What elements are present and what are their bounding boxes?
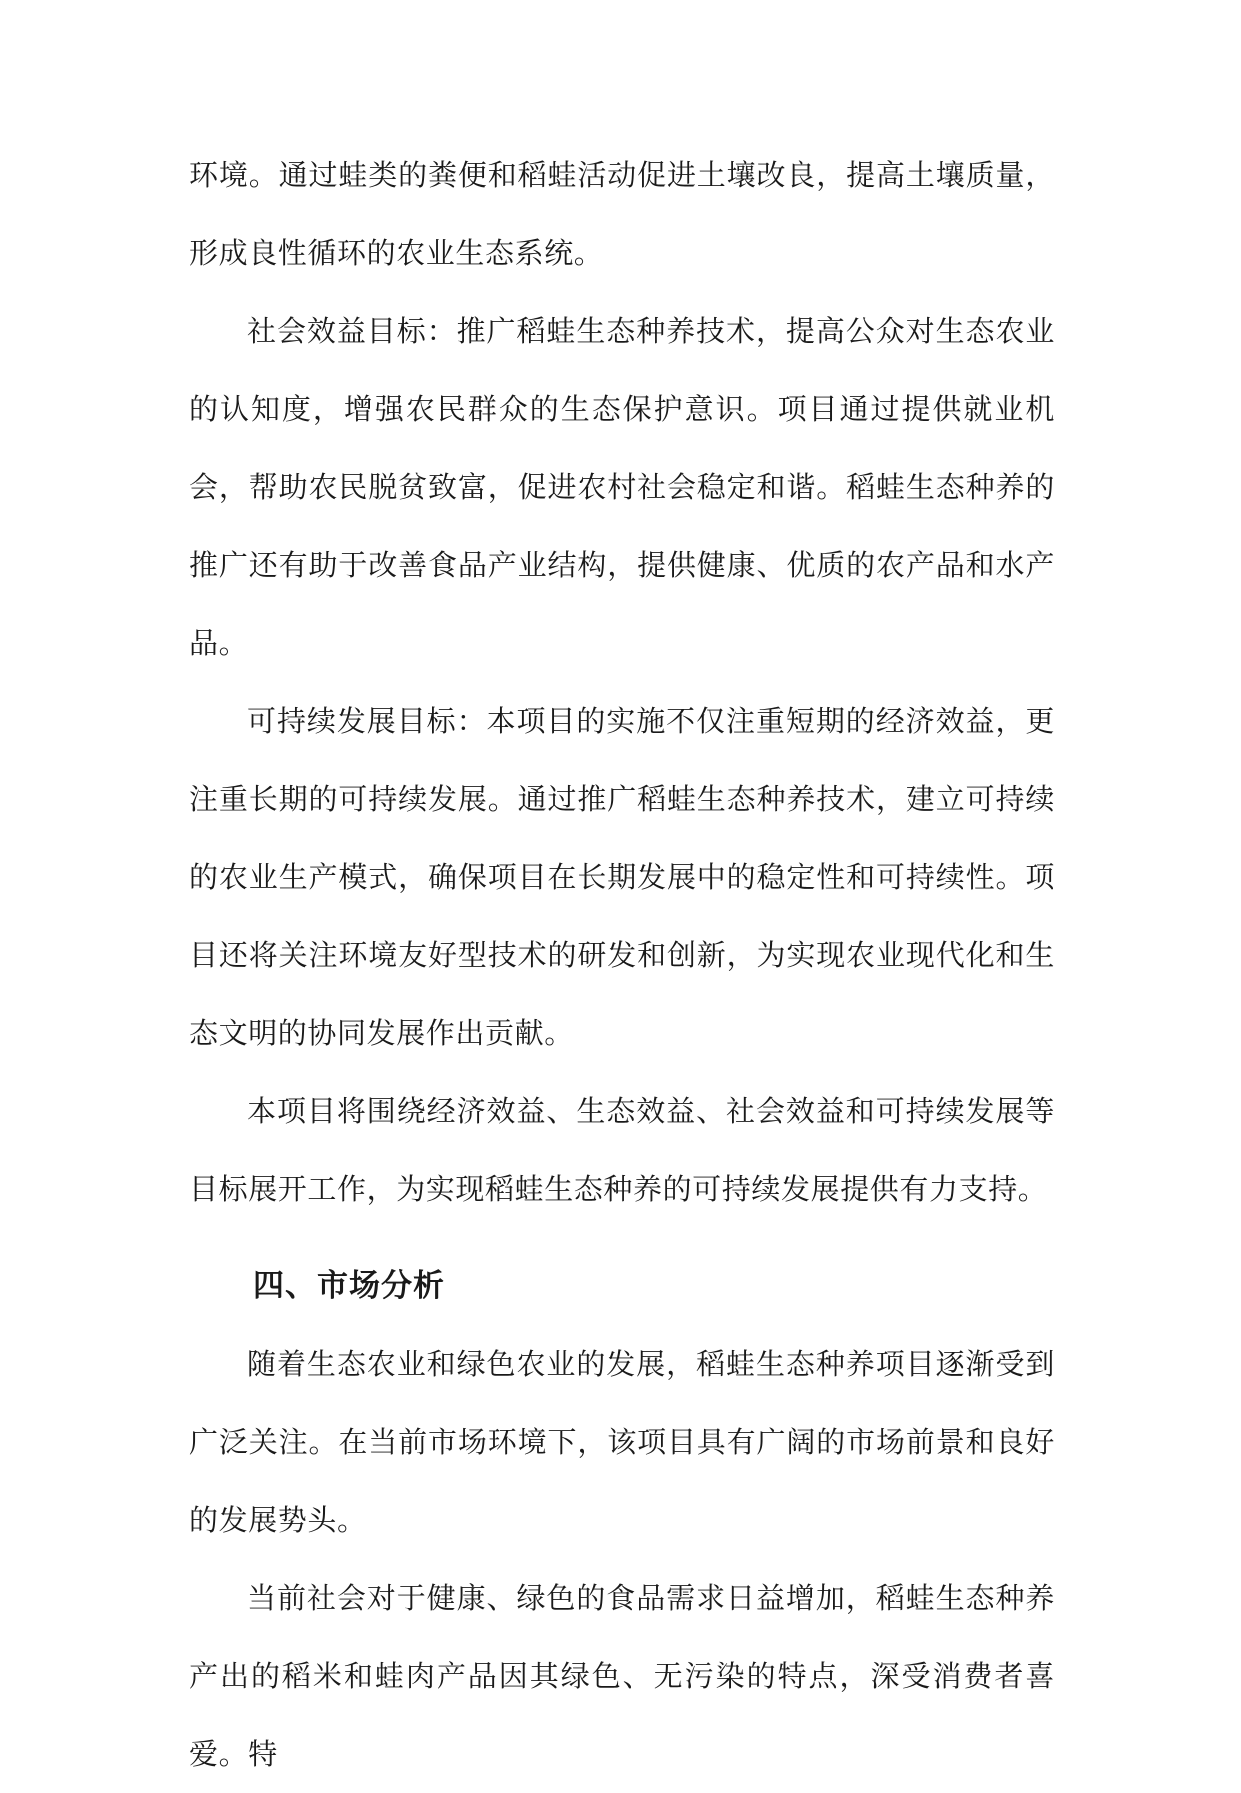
- paragraph-continued: 环境。通过蛙类的粪便和稻蛙活动促进土壤改良，提高土壤质量，形成良性循环的农业生态系统。: [189, 158, 1055, 270]
- paragraph-market-demand: 当前社会对于健康、绿色的食品需求日益增加，稻蛙生态种养产出的稻米和蛙肉产品因其绿色、无污染的特点，深受消费者喜爱。特: [189, 1581, 1055, 1771]
- paragraph-social-benefit: 社会效益目标：推广稻蛙生态种养技术，提高公众对生态农业的认知度，增强农民群众的生态保护意识。项目通过提供就业机会，帮助农民脱贫致富，促进农村社会稳定和谐。稻蛙生态种养的推广还有助于改善食品产业结构，提供健康、优质的农产品和水产品。: [189, 314, 1055, 660]
- document-body: [189, 136, 1055, 1793]
- paragraph-market-intro: 随着生态农业和绿色农业的发展，稻蛙生态种养项目逐渐受到广泛关注。在当前市场环境下，该项目具有广阔的市场前景和良好的发展势头。: [189, 1347, 1055, 1537]
- paragraph-summary: 本项目将围绕经济效益、生态效益、社会效益和可持续发展等目标展开工作，为实现稻蛙生态种养的可持续发展提供有力支持。: [189, 1094, 1055, 1206]
- section-heading-market-analysis: 四、市场分析: [253, 1268, 445, 1304]
- paragraph-sustainable-goal: 可持续发展目标：本项目的实施不仅注重短期的经济效益，更注重长期的可持续发展。通过推广稻蛙生态种养技术，建立可持续的农业生产模式，确保项目在长期发展中的稳定性和可持续性。项目还将关注环境友好型技术的研发和创新，为实现农业现代化和生态文明的协同发展作出贡献。: [189, 704, 1055, 1050]
